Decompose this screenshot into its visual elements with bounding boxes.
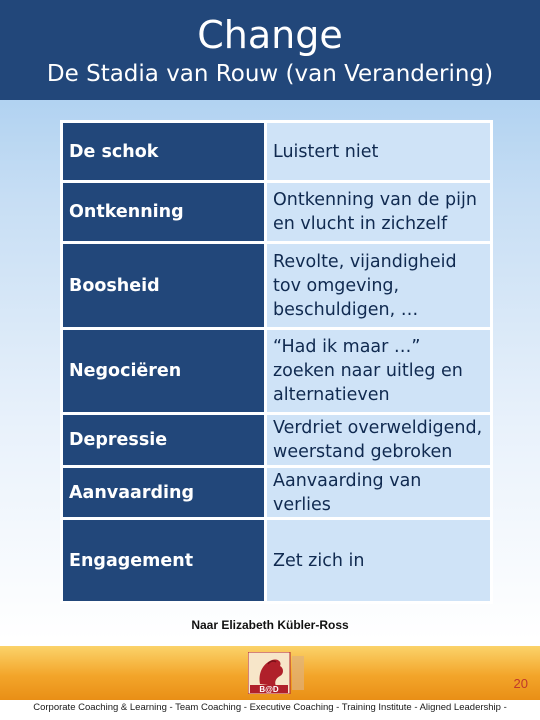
stage-description: Verdriet overweldigend, weerstand gebroken <box>266 414 492 467</box>
source-credit: Naar Elizabeth Kübler-Ross <box>191 618 349 632</box>
stage-name: De schok <box>62 122 266 182</box>
page-number: 20 <box>513 676 528 691</box>
table-row <box>62 243 492 329</box>
stage-description: Revolte, vijandigheid tov omgeving, beschuldigen, … <box>266 243 492 329</box>
slide-title: Change <box>197 13 343 57</box>
stage-description: Ontkenning van de pijn en vlucht in zichzelf <box>266 182 492 243</box>
stage-description: Aanvaarding van verlies <box>266 467 492 519</box>
table-row <box>62 467 492 519</box>
stage-name: Engagement <box>62 519 266 603</box>
stage-description: “Had ik maar …” zoeken naar uitleg en alternatieven <box>266 329 492 414</box>
stage-name: Aanvaarding <box>62 467 266 519</box>
horse-head-logo-icon <box>248 652 306 694</box>
table-row <box>62 519 492 603</box>
table-row <box>62 414 492 467</box>
table-row <box>62 122 492 182</box>
table-row <box>62 329 492 414</box>
stages-table <box>60 120 493 604</box>
slide-header <box>0 0 540 100</box>
slide-subtitle: De Stadia van Rouw (van Verandering) <box>46 61 494 87</box>
stage-name: Negociëren <box>62 329 266 414</box>
stage-name: Boosheid <box>62 243 266 329</box>
logo-text: B@D <box>259 685 279 694</box>
stage-description: Zet zich in <box>266 519 492 603</box>
stage-name: Depressie <box>62 414 266 467</box>
footer-tagline: Corporate Coaching & Learning - Team Coaching - Executive Coaching - Training Institute - Aligned Leadership - <box>33 702 507 713</box>
table-row <box>62 182 492 243</box>
stage-name: Ontkenning <box>62 182 266 243</box>
stage-description: Luistert niet <box>266 122 492 182</box>
